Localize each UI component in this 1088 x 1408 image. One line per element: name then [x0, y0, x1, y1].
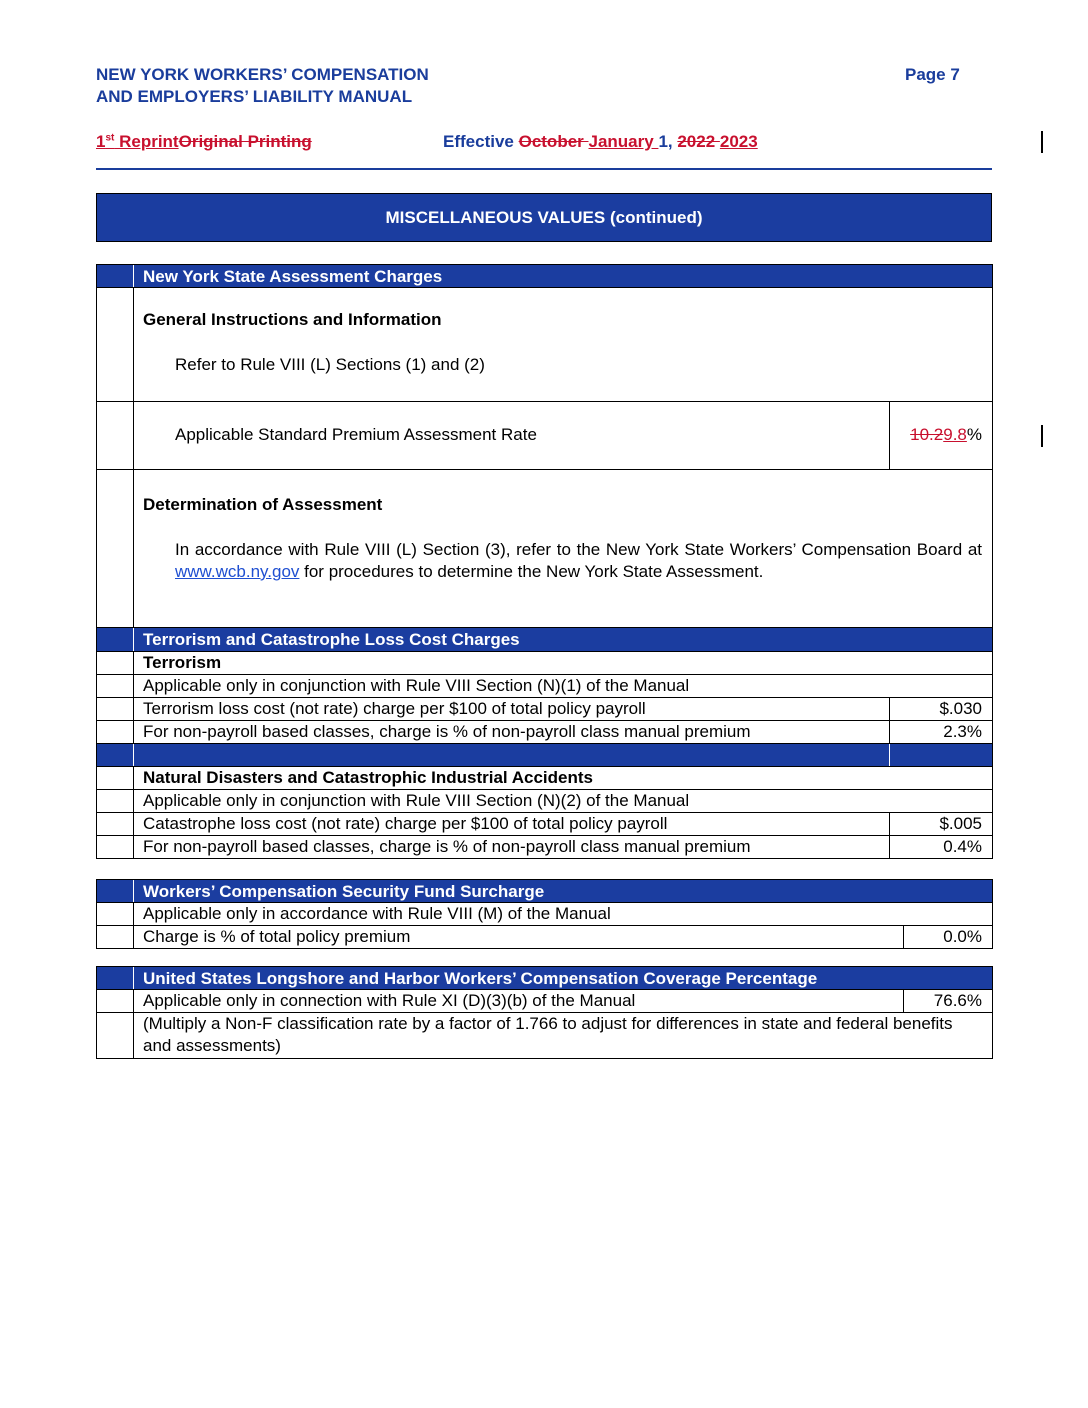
terrorism-applicable: Applicable only in conjunction with Rule VIII Section (N)(1) of the Manual: [143, 676, 690, 695]
table-row: [96, 698, 993, 721]
determination-row: [96, 470, 993, 628]
table-row: [96, 903, 993, 926]
security-fund-charge-value: 0.0%: [903, 926, 992, 948]
terrorism-charge-value: $.030: [889, 698, 992, 720]
terrorism-subheading: Terrorism: [143, 653, 222, 672]
wcb-link[interactable]: www.wcb.ny.gov: [175, 562, 300, 581]
printing-inserted: 1st Reprint: [96, 132, 179, 151]
longshore-table: [96, 966, 993, 1059]
effective-date: Effective October January 1, 2022 2023: [443, 132, 758, 151]
table-row: [96, 990, 993, 1013]
security-fund-heading: Workers’ Compensation Security Fund Surcharge: [143, 882, 545, 901]
terrorism-charge-label: Terrorism loss cost (not rate) charge per $100 of total policy payroll: [143, 699, 646, 718]
catastrophe-charge-value: $.005: [889, 813, 992, 835]
terrorism-nonpayroll-label: For non-payroll based classes, charge is % of non-payroll class manual premium: [143, 722, 751, 741]
terrorism-heading: Terrorism and Catastrophe Loss Cost Charges: [143, 630, 520, 649]
longshore-note: (Multiply a Non-F classification rate by a factor of 1.766 to adjust for differences in state and federal benefits and assessments): [143, 1014, 953, 1055]
assessment-rate-label: Applicable Standard Premium Assessment Rate: [175, 425, 537, 444]
manual-title: [96, 64, 429, 108]
general-instructions-text: Refer to Rule VIII (L) Sections (1) and (2): [175, 355, 485, 374]
table-row: [96, 675, 993, 698]
terrorism-nonpayroll-value: 2.3%: [889, 721, 992, 743]
catastrophe-nonpayroll-value: 0.4%: [889, 836, 992, 858]
longshore-heading-row: [96, 966, 993, 990]
catastrophe-charge-label: Catastrophe loss cost (not rate) charge per $100 of total policy payroll: [143, 814, 668, 833]
change-bar: [1041, 425, 1043, 447]
manual-title-line2: AND EMPLOYERS’ LIABILITY MANUAL: [96, 87, 413, 106]
effective-inserted-year: 2023: [719, 132, 758, 151]
terrorism-heading-row: [96, 628, 993, 652]
general-instructions-row: [96, 288, 993, 402]
assessment-rate-row: [96, 402, 993, 470]
spacer-row: [96, 744, 993, 767]
longshore-heading: United States Longshore and Harbor Workers’ Compensation Coverage Percentage: [143, 969, 818, 988]
section-banner: MISCELLANEOUS VALUES (continued): [96, 193, 992, 242]
printing-status: [96, 132, 312, 152]
security-fund-applicable: Applicable only in accordance with Rule VIII (M) of the Manual: [143, 904, 611, 923]
table-row: [96, 926, 993, 949]
terrorism-subheading-row: [96, 652, 993, 675]
catastrophe-subheading: Natural Disasters and Catastrophic Industrial Accidents: [143, 768, 593, 787]
determination-text: In accordance with Rule VIII (L) Section (3), refer to the New York State Workers’ Compensation Board at www.wcb.ny.gov for procedures to determine the New York State Assessment.: [175, 540, 982, 581]
table-row: [96, 836, 993, 859]
security-fund-heading-row: [96, 879, 993, 903]
manual-title-line1: NEW YORK WORKERS’ COMPENSATION: [96, 65, 429, 84]
printing-deleted: Original Printing: [178, 132, 312, 151]
header-rule: [96, 168, 992, 170]
effective-deleted-month: October: [518, 132, 589, 151]
security-fund-table: [96, 879, 993, 949]
effective-deleted-year: 2022: [677, 132, 720, 151]
table-row: [96, 1013, 993, 1059]
general-instructions-title: General Instructions and Information: [143, 310, 442, 329]
assessment-terrorism-table: [96, 264, 993, 859]
longshore-applicable: Applicable only in connection with Rule XI (D)(3)(b) of the Manual: [143, 991, 636, 1010]
assessment-rate-value: 10.29.8%: [889, 402, 992, 469]
assessment-heading-row: [96, 264, 993, 288]
effective-inserted-month: January: [588, 132, 659, 151]
catastrophe-nonpayroll-label: For non-payroll based classes, charge is % of non-payroll class manual premium: [143, 837, 751, 856]
catastrophe-applicable: Applicable only in conjunction with Rule VIII Section (N)(2) of the Manual: [143, 791, 690, 810]
determination-title: Determination of Assessment: [143, 495, 383, 514]
assessment-heading: New York State Assessment Charges: [143, 267, 443, 286]
table-row: [96, 790, 993, 813]
catastrophe-subheading-row: [96, 767, 993, 790]
table-row: [96, 813, 993, 836]
security-fund-charge-label: Charge is % of total policy premium: [143, 927, 411, 946]
page-number: Page 7: [905, 65, 960, 84]
table-row: [96, 721, 993, 744]
longshore-value: 76.6%: [903, 990, 992, 1012]
change-bar: [1041, 131, 1043, 153]
